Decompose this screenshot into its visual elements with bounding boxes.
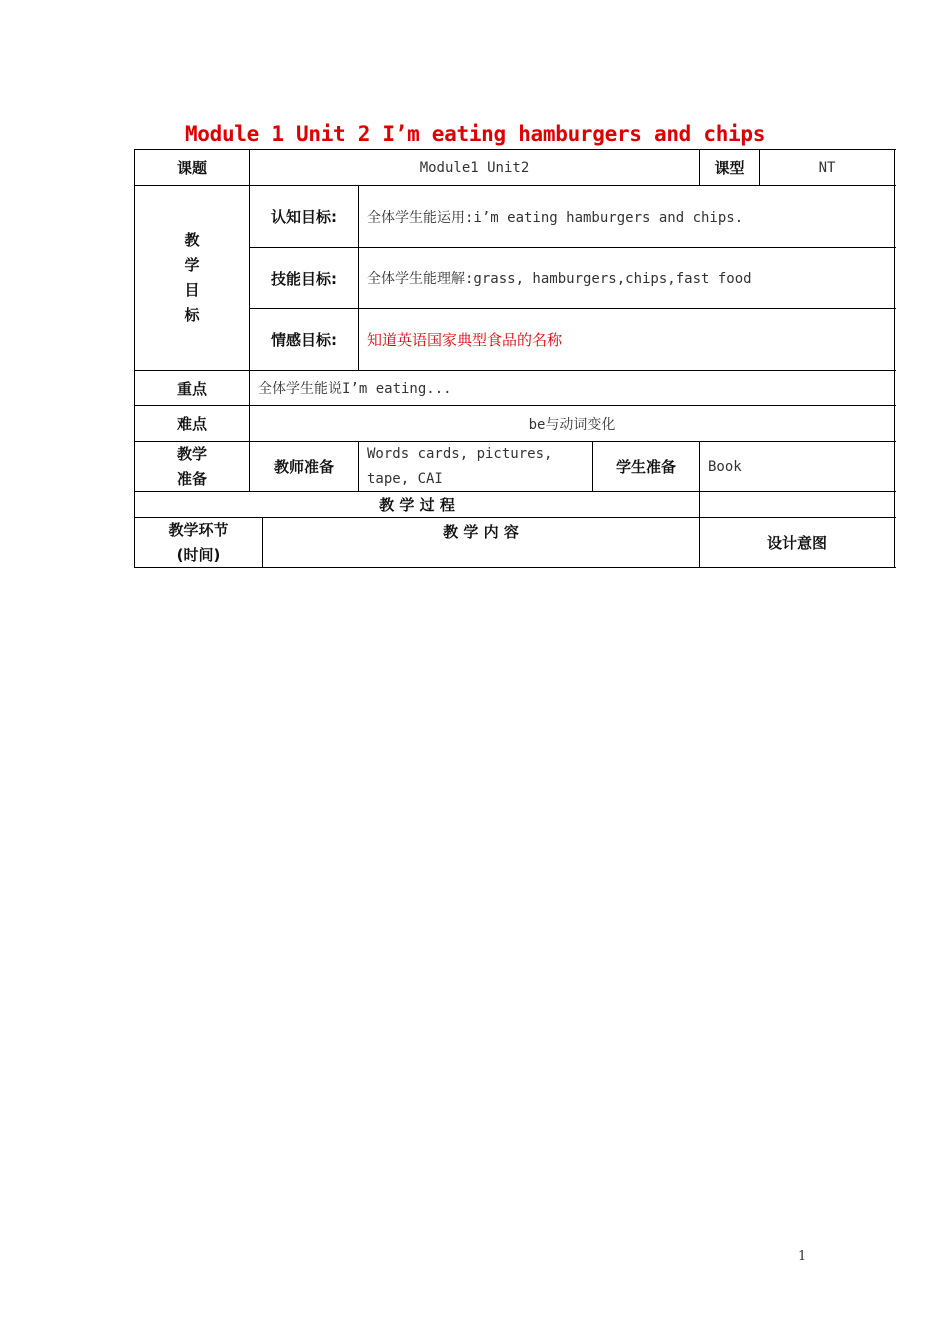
- teaching-goals-label: [134, 185, 250, 371]
- cognitive-goal-value: 全体学生能运用:i’m eating hamburgers and chips.: [367, 209, 744, 226]
- stage-header-line: 教学环节: [168, 520, 229, 539]
- teaching-process-header: 教 学 过 程: [379, 496, 455, 514]
- intent-column-header: 设计意图: [766, 534, 827, 552]
- difficulty-value: be与动词变化: [528, 416, 616, 433]
- key-point-value: 全体学生能说I’m eating...: [258, 381, 452, 397]
- emotion-goal-label: 情感目标:: [271, 331, 337, 349]
- student-prep-value: Book: [708, 458, 742, 475]
- cognitive-goal-label: 认知目标:: [271, 208, 337, 226]
- teaching-goals-char: 教: [184, 231, 200, 249]
- content-column-header: 教 学 内 容: [443, 523, 519, 541]
- skill-goal-label: 技能目标:: [271, 269, 337, 288]
- emotion-goal-value: 知道英语国家典型食品的名称: [367, 331, 563, 349]
- document-title: Module 1 Unit 2 I’m eating hamburgers and chips: [184, 122, 766, 146]
- topic-value: Module1 Unit2: [419, 159, 530, 176]
- teaching-goals-char: 学: [184, 256, 200, 274]
- stage-header-line: (时间): [176, 545, 221, 564]
- teaching-goals-char: 标: [184, 306, 200, 324]
- preparation-label-line: 教学: [176, 444, 207, 463]
- page-number: 1: [798, 1249, 807, 1264]
- teaching-goals-char: 目: [184, 281, 200, 299]
- teacher-prep-value: Words cards, pictures, tape, CAI: [367, 445, 553, 487]
- stage-column-header: [134, 517, 263, 568]
- lesson-type-value: NT: [818, 159, 836, 176]
- student-prep-label: 学生准备: [615, 458, 676, 476]
- topic-label: 课题: [176, 159, 207, 177]
- teacher-prep-label: 教师准备: [273, 458, 334, 476]
- preparation-label: [134, 441, 250, 492]
- difficulty-label: 难点: [176, 415, 207, 433]
- preparation-label-line: 准备: [176, 469, 207, 488]
- skill-goal-value: 全体学生能理解:grass, hamburgers,chips,fast food: [367, 271, 752, 287]
- lesson-type-label: 课型: [714, 159, 745, 177]
- key-point-label: 重点: [176, 379, 207, 398]
